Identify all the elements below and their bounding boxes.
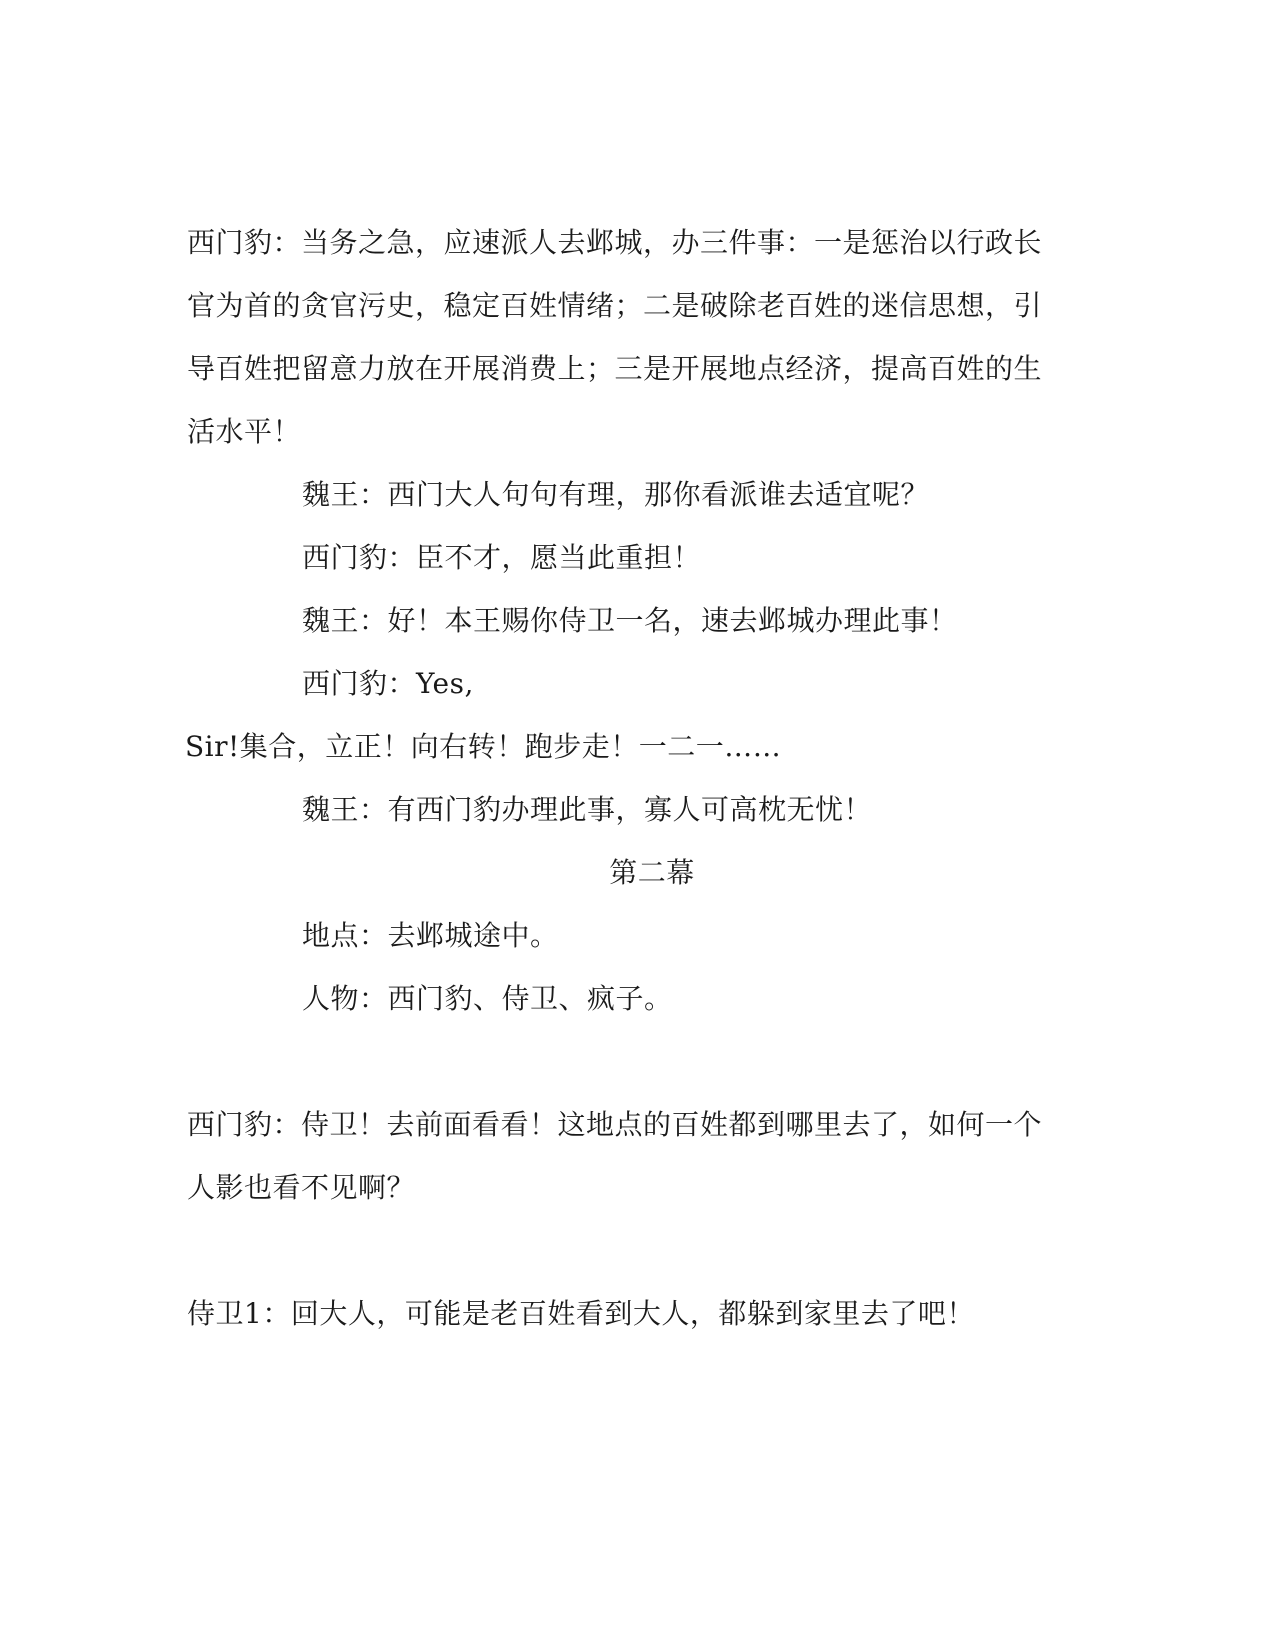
scene-place: 地点：去邺城途中。: [302, 919, 559, 952]
dialogue-weiwang-2: 魏王：好！本王赐你侍卫一名，速去邺城办理此事！: [302, 604, 958, 637]
dialogue-ximenbao-1: 西门豹：臣不才，愿当此重担！: [302, 541, 702, 574]
dialogue-ximenbao-2-line-2: Sir!集合，立正！向右转！跑步走！一二一……: [185, 730, 782, 763]
dialogue-ximenbao-2-line-1: 西门豹：Yes,: [302, 667, 474, 700]
scene-characters: 人物：西门豹、侍卫、疯子。: [302, 982, 673, 1015]
dialogue-guard-1: 侍卫1：回大人，可能是老百姓看到大人，都躲到家里去了吧！: [187, 1297, 975, 1330]
paragraph-ximenbao-line-3: 导百姓把留意力放在开展消费上；三是开展地点经济，提高百姓的生: [187, 352, 1043, 385]
paragraph-ximenbao-line-2: 官为首的贪官污史，稳定百姓情绪；二是破除老百姓的迷信思想，引: [187, 289, 1043, 322]
dialogue-weiwang-3: 魏王：有西门豹办理此事，寡人可高枕无忧！: [302, 793, 873, 826]
paragraph-ximenbao-line-1: 西门豹：当务之急，应速派人去邺城，办三件事：一是惩治以行政长: [187, 226, 1043, 259]
dialogue-ximenbao-3-line-1: 西门豹：侍卫！去前面看看！这地点的百姓都到哪里去了，如何一个: [187, 1108, 1043, 1141]
act-title: 第二幕: [609, 856, 695, 889]
dialogue-weiwang-1: 魏王：西门大人句句有理，那你看派谁去适宜呢？: [302, 478, 930, 511]
dialogue-ximenbao-3-line-2: 人影也看不见啊？: [187, 1171, 416, 1204]
paragraph-ximenbao-line-4: 活水平！: [187, 415, 302, 448]
